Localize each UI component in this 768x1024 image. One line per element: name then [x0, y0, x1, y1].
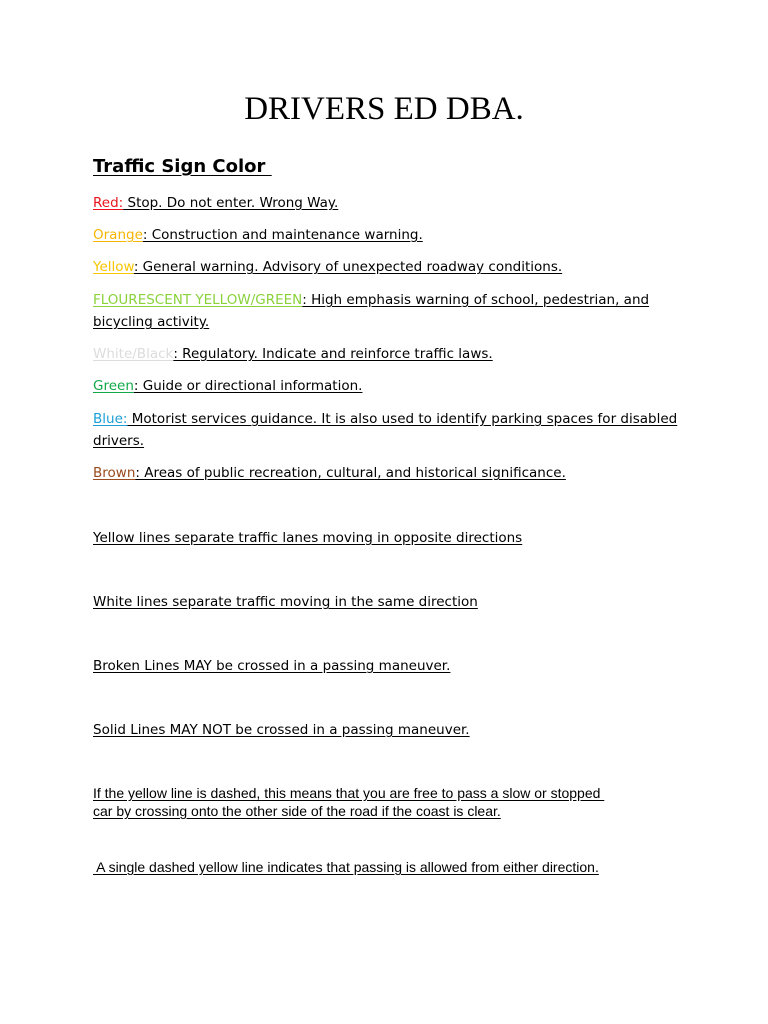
note-single-dashed-line: A single dashed yellow line indicates that passing is allowed from either direction.	[93, 859, 599, 875]
note-dashed-yellow-line: If the yellow line is dashed, this means that you are free to pass a slow or stopped car by crossing onto the other side of the road if the coast is clear.	[93, 785, 601, 819]
color-description-fluorescent: : High emphasis warning of school, pedestrian, and bicycling activity.	[93, 292, 650, 330]
color-description-orange: : Construction and maintenance warning.	[142, 227, 423, 243]
color-name-red: Red:	[93, 195, 124, 211]
color-name-green: Green	[93, 378, 134, 394]
sign-color-item-fluorescent	[93, 289, 678, 333]
color-name-orange: Orange	[93, 227, 143, 243]
sign-color-item-green	[93, 375, 362, 397]
rule-white-lines: White lines separate traffic moving in the same direction	[93, 594, 478, 610]
sign-color-item-brown	[93, 462, 566, 484]
section-heading: Traffic Sign Color	[93, 156, 272, 177]
rule-solid-lines: Solid Lines MAY NOT be crossed in a passing maneuver.	[93, 722, 470, 738]
color-description-red: Stop. Do not enter. Wrong Way.	[123, 195, 339, 211]
color-name-fluorescent: FLOURESCENT YELLOW/GREEN	[93, 292, 303, 308]
rule-yellow-lines: Yellow lines separate traffic lanes moving in opposite directions	[93, 530, 523, 546]
sign-color-item-yellow	[93, 256, 562, 278]
rule-broken-lines: Broken Lines MAY be crossed in a passing maneuver.	[93, 658, 451, 674]
color-description-green: : Guide or directional information.	[133, 378, 363, 394]
color-name-white-black: White/Black	[93, 346, 174, 362]
color-name-blue: Blue:	[93, 411, 128, 427]
color-description-yellow: : General warning. Advisory of unexpected roadway conditions.	[133, 259, 563, 275]
color-name-yellow: Yellow	[93, 259, 134, 275]
color-name-brown: Brown	[93, 465, 136, 481]
color-description-blue: Motorist services guidance. It is also used to identify parking spaces for disabled drivers.	[93, 411, 678, 449]
sign-color-item-red	[93, 192, 338, 214]
document-title: DRIVERS ED DBA.	[244, 91, 524, 127]
color-description-white-black: : Regulatory. Indicate and reinforce traffic laws.	[173, 346, 493, 362]
sign-color-item-orange	[93, 224, 423, 246]
sign-color-item-blue	[93, 408, 678, 452]
sign-color-item-white-black	[93, 343, 493, 365]
color-description-brown: : Areas of public recreation, cultural, and historical significance.	[135, 465, 566, 481]
